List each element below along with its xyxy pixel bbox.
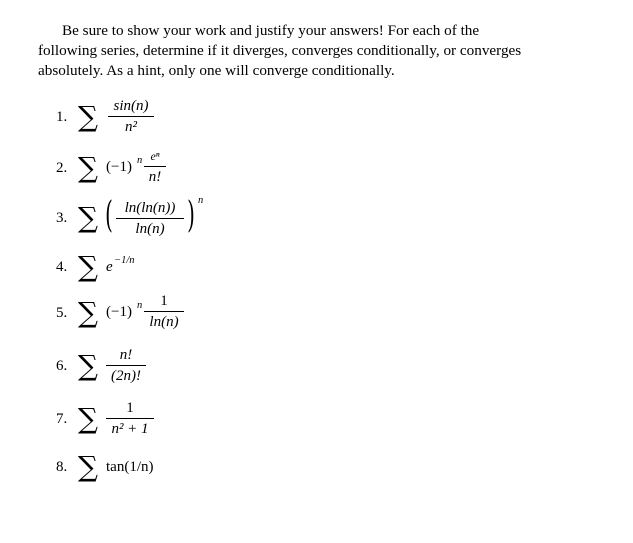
fraction — [144, 293, 184, 331]
numerator: sin(n) — [113, 98, 149, 114]
instructions-line-3: absolutely. As a hint, only one will converge conditionally. — [38, 62, 395, 79]
instructions-line-2: following series, determine if it diverges, converges conditionally, or converges — [38, 42, 522, 59]
problem-number: 2. — [56, 160, 68, 176]
denominator: (2n)! — [111, 368, 141, 384]
denominator: n! — [148, 169, 162, 185]
alternating-factor: (−1) — [106, 159, 132, 175]
denominator: ln(n) — [135, 221, 165, 237]
summation-symbol: ∑ — [78, 100, 98, 133]
denominator: n² — [125, 119, 137, 135]
numerator: eⁿ — [150, 149, 160, 163]
fraction-bar — [144, 166, 166, 167]
fraction-bar — [106, 418, 154, 419]
summation-symbol: ∑ — [78, 450, 98, 483]
problem-number: 4. — [56, 259, 68, 275]
exponent: −1/n — [114, 255, 135, 266]
fraction — [108, 98, 154, 136]
base: e — [106, 259, 113, 275]
expression: tan(1/n) — [106, 459, 154, 475]
fraction-bar — [108, 116, 154, 117]
denominator: n² + 1 — [111, 421, 149, 437]
left-paren: ( — [105, 195, 113, 236]
numerator: 1 — [160, 293, 168, 309]
instructions-line-1: Be sure to show your work and justify your answers! For each of the — [62, 22, 480, 39]
problem-number: 8. — [56, 459, 68, 475]
alternating-factor: (−1) — [106, 304, 132, 320]
fraction-bar — [116, 218, 184, 219]
fraction-bar — [144, 311, 184, 312]
numerator: 1 — [126, 400, 134, 416]
fraction — [106, 400, 154, 438]
problem-number: 6. — [56, 358, 68, 374]
denominator: ln(n) — [149, 314, 179, 330]
instructions — [38, 21, 598, 81]
alternating-exponent: n — [137, 300, 143, 311]
problem-number: 7. — [56, 411, 68, 427]
summation-symbol: ∑ — [78, 201, 98, 234]
problem-number: 1. — [56, 109, 68, 125]
fraction-bar — [106, 365, 146, 366]
numerator: ln(ln(n)) — [124, 200, 176, 216]
summation-symbol: ∑ — [78, 349, 98, 382]
summation-symbol: ∑ — [78, 402, 98, 435]
problem-number: 3. — [56, 210, 68, 226]
problem-number: 5. — [56, 305, 68, 321]
fraction — [144, 148, 166, 186]
power: n — [198, 195, 204, 206]
fraction — [106, 347, 146, 385]
fraction — [116, 200, 184, 238]
summation-symbol: ∑ — [78, 151, 98, 184]
summation-symbol: ∑ — [78, 250, 98, 283]
summation-symbol: ∑ — [78, 296, 98, 329]
right-paren: ) — [187, 195, 195, 236]
numerator: n! — [119, 347, 133, 363]
alternating-exponent: n — [137, 155, 143, 166]
